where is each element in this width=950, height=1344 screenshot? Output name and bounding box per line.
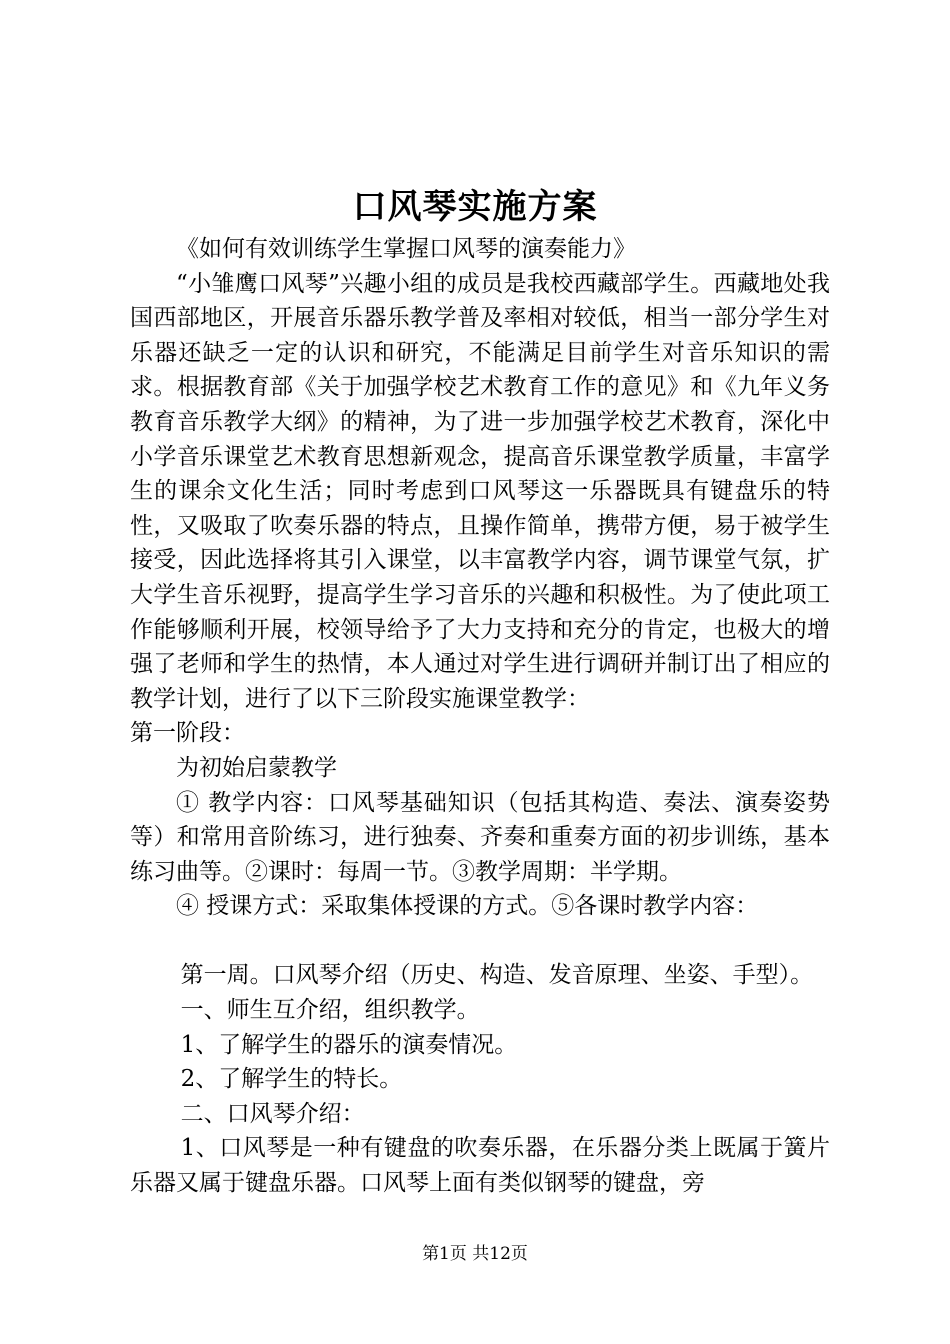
document-body bbox=[130, 232, 830, 1201]
blank-line bbox=[130, 924, 830, 959]
section-two-heading: 二、口风琴介绍： bbox=[180, 1100, 365, 1127]
list-item: 2、了解学生的特长。 bbox=[180, 1066, 403, 1093]
teaching-content-paragraph: ① 教学内容：口风琴基础知识（包括其构造、奏法、演奏姿势等）和常用音阶练习，进行独奏、齐奏和重奏方面的初步训练，基本练习曲等。②课时：每周一节。③教学周期：半学期。 bbox=[130, 789, 830, 885]
document-title: 口风琴实施方案 bbox=[352, 187, 598, 227]
stage-heading: 第一阶段： bbox=[130, 720, 245, 747]
list-item: 1、了解学生的器乐的演奏情况。 bbox=[180, 1031, 518, 1058]
stage-description: 为初始启蒙教学 bbox=[176, 754, 337, 781]
intro-paragraph: “小雏鹰口风琴”兴趣小组的成员是我校西藏部学生。西藏地处我国西部地区，开展音乐器乐教学普及率相对较低，相当一部分学生对乐器还缺乏一定的认识和研究，不能满足目前学生对音乐知识的需求。根据教育部《关于加强学校艺术教育工作的意见》和《九年义务教育音乐教学大纲》的精神，为了进一步加强学校艺术教育，深化中小学音乐课堂艺术教育思想新观念，提高音乐课堂教学质量，丰富学生的课余文化生活；同时考虑到口风琴这一乐器既具有键盘乐的特性，又吸取了吹奏乐器的特点，且操作简单，携带方便，易于被学生接受，因此选择将其引入课堂，以丰富教学内容，调节课堂气氛，扩大学生音乐视野，提高学生学习音乐的兴趣和积极性。为了使此项工作能够顺利开展，校领导给予了大力支持和充分的肯定，也极大的增强了老师和学生的热情，本人通过对学生进行调研并制订出了相应的教学计划，进行了以下三阶段实施课堂教学： bbox=[130, 270, 830, 712]
subtitle-paragraph: 《如何有效训练学生掌握口风琴的演奏能力》 bbox=[176, 236, 636, 262]
list-item: 1、口风琴是一种有键盘的吹奏乐器，在乐器分类上既属于簧片乐器又属于键盘乐器。口风琴上面有类似钢琴的键盘，旁 bbox=[130, 1135, 830, 1197]
week-one-paragraph: 第一周。口风琴介绍（历史、构造、发音原理、坐姿、手型）。 bbox=[180, 962, 814, 989]
page-number-footer: 第1页 共12页 bbox=[422, 1244, 528, 1264]
section-one-heading: 一、师生互介绍，组织教学。 bbox=[180, 997, 480, 1024]
teaching-method-paragraph: ④ 授课方式：采取集体授课的方式。⑤各课时教学内容： bbox=[176, 893, 759, 920]
